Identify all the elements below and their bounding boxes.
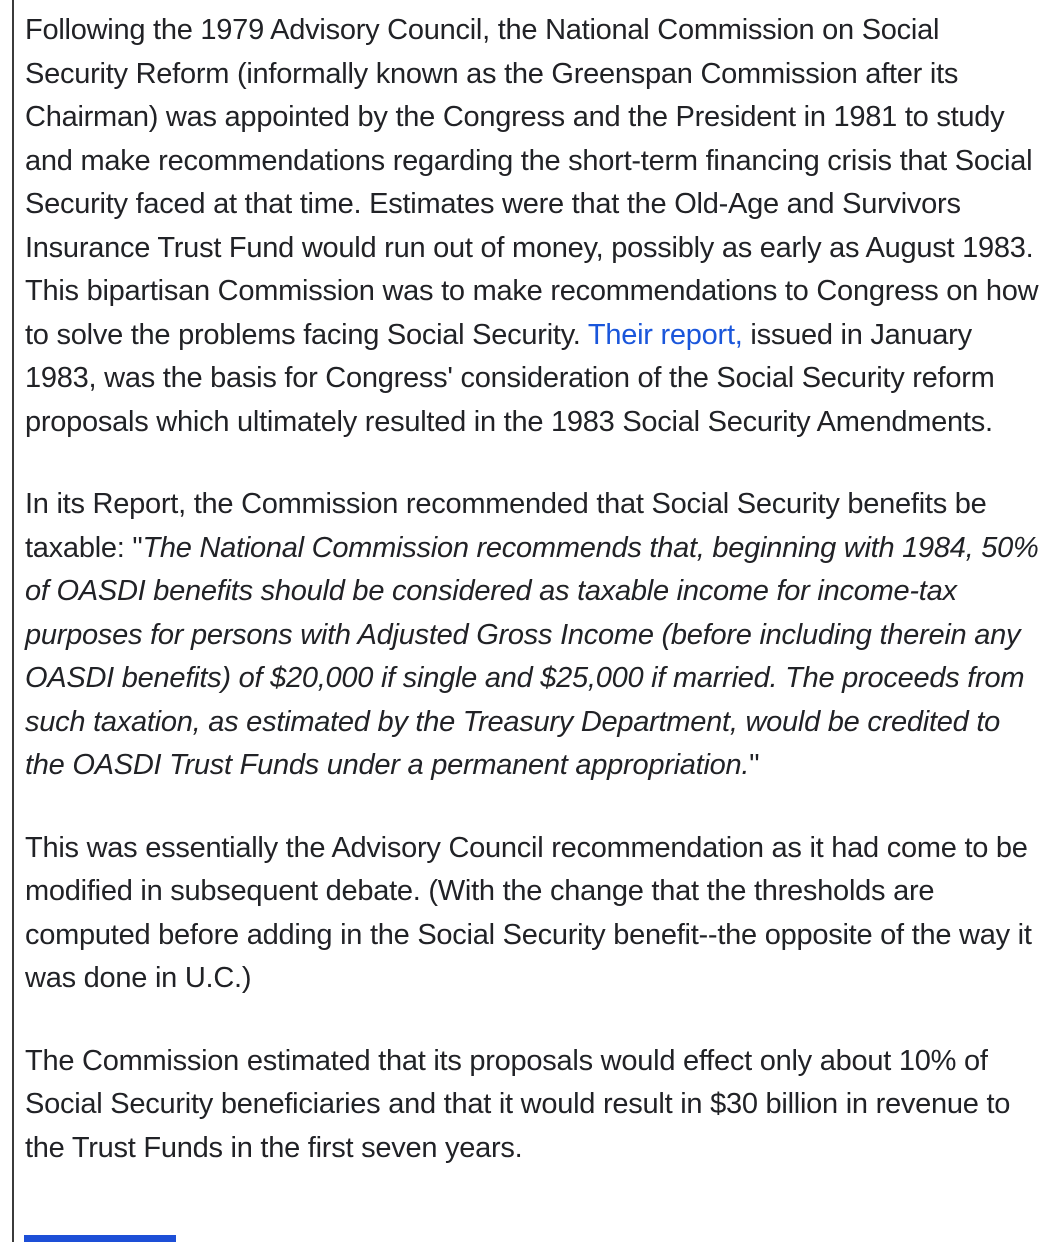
paragraph-text-after-link: issued in January 1983, was the basis for Congress' consideration of the Social Security reform proposals which ultimately resulted in the 1983 Social Security Amendments. (25, 318, 995, 438)
paragraph-advisory-council-note: This was essentially the Advisory Council recommendation as it had come to be modified in subsequent debate. (With the change that the thresholds are computed before adding in the Social Security benefit--the opposite of the way it was done in U.C.) (25, 831, 1032, 994)
paragraph-text-before-link: Following the 1979 Advisory Council, the National Commission on Social Security Reform (informally known as the Greenspan Commission after its Chairman) was appointed by the Congress and the President in 1981 to study and make recommendations regarding the short-term financing crisis that Social Security faced at that time. Estimates were that the Old-Age and Survivors Insurance Trust Fund would run out of money, possibly as early as August 1983. This bipartisan Commission was to make recommendations to Congress on how to solve the problems facing Social Security. (25, 14, 1039, 351)
quote-closing-mark: " (749, 749, 760, 781)
article-body (25, 0, 1041, 1209)
quote-lead-text: In its Report, the Commission recommended that Social Security benefits be taxable: " (25, 488, 987, 564)
cutoff-blue-element (24, 1235, 176, 1242)
quote-italic-text: The National Commission recommends that, beginning with 1984, 50% of OASDI benefits should be considered as taxable income for income-tax purposes for persons with Adjusted Gross Income (before including therein any OASDI benefits) of $20,000 if single and $25,000 if married. The proceeds from such taxation, as estimated by the Treasury Department, would be credited to the OASDI Trust Funds under a permanent appropriation. (25, 531, 1039, 781)
paragraph-commission-recommendation (25, 483, 1041, 788)
left-border-rule (12, 0, 14, 1242)
paragraph-commission-history (25, 9, 1041, 444)
their-report-link[interactable]: Their report, (587, 318, 743, 351)
paragraph-revenue-estimate: The Commission estimated that its proposals would effect only about 10% of Social Security beneficiaries and that it would result in $30 billion in revenue to the Trust Funds in the first seven years. (25, 1044, 1011, 1164)
